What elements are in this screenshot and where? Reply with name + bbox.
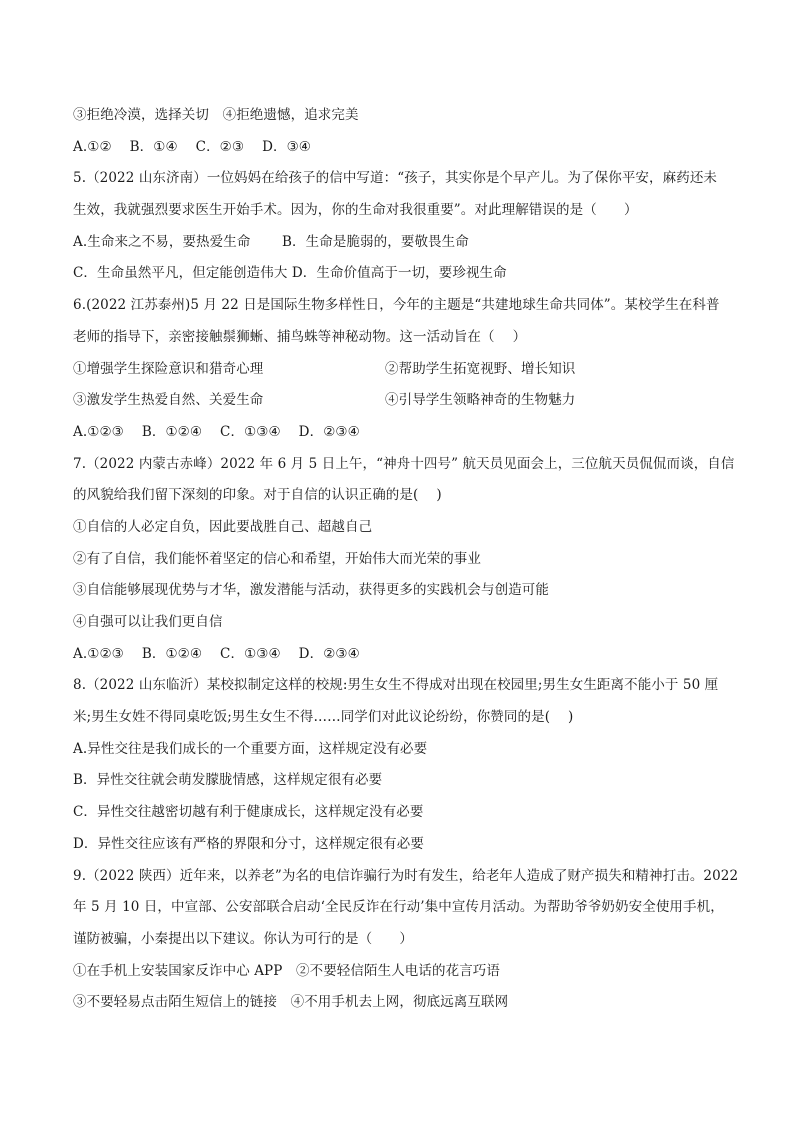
q6-stem-line-1: 6.(2022 江苏泰州)5 月 22 日是国际生物多样性日，今年的主题是“共建地球生命共同体”。某校学生在科普 bbox=[73, 297, 720, 314]
q6-option-3: ③激发学生热爱自然、关爱生命 bbox=[73, 392, 264, 409]
q6-answer-choices: A.①②③ B．①②④ C．①③④ D．②③④ bbox=[73, 423, 360, 440]
q9-stem-line-2: 年 5 月 10 日，中宣部、公安部联合启动‘全民反诈在行动’集中宣传月活动。为帮助爷爷奶奶安全使用手机， bbox=[73, 899, 724, 916]
q5-choices-ab: A.生命来之不易，要热爱生命 B．生命是脆弱的，要敬畏生命 bbox=[73, 233, 469, 250]
q9-options-line-2: ③不要轻易点击陌生短信上的链接 ④不用手机去上网，彻底远离互联网 bbox=[73, 994, 509, 1011]
q5-stem-line-1: 5.（2022 山东济南）一位妈妈在给孩子的信中写道：“孩子，其实你是个早产儿。为了保你平安，麻药还未 bbox=[73, 170, 718, 187]
q7-option-4: ④自强可以让我们更自信 bbox=[73, 614, 223, 630]
q7-option-2: ②有了自信，我们能怀着坚定的信心和希望，开始伟大而光荣的事业 bbox=[73, 550, 481, 567]
q4-answer-choices: A.①② B．①④ C．②③ D．③④ bbox=[73, 138, 312, 155]
q9-options-line-1: ①在手机上安装国家反诈中心 APP ②不要轻信陌生人电话的花言巧语 bbox=[73, 962, 501, 979]
q8-choice-b: B．异性交往就会萌发朦胧情感，这样规定很有必要 bbox=[73, 772, 383, 789]
q7-answer-choices: A.①②③ B．①②④ C．①③④ D．②③④ bbox=[73, 645, 360, 662]
q6-stem-line-2: 老师的指导下，亲密接触鬃狮蜥、捕鸟蛛等神秘动物。这一活动旨在（ ） bbox=[73, 328, 527, 345]
q8-stem-line-2: 米;男生女姓不得同桌吃饭;男生女生不得……同学们对此议论纷纷，你赞同的是( ) bbox=[73, 709, 574, 726]
q8-choice-c: C．异性交往越密切越有利于健康成长，这样规定没有必要 bbox=[73, 804, 424, 821]
q9-stem-line-1: 9.（2022 陕西）近年来，以养老”为名的电信诈骗行为时有发生，给老年人造成了财产损失和精神打击。2022 bbox=[73, 867, 739, 884]
q7-option-1: ①自信的人必定自负，因此要战胜自己、超越自己 bbox=[73, 518, 373, 535]
q7-stem-line-2: 的风貌给我们留下深刻的印象。对于自信的认识正确的是( ) bbox=[73, 487, 442, 504]
q8-choice-d: D．异性交往应该有严格的界限和分寸，这样规定很有必要 bbox=[73, 835, 424, 852]
q6-options-row-1 bbox=[73, 354, 733, 386]
q8-stem-line-1: 8.（2022 山东临沂）某校拟制定这样的校规:男生女生不得成对出现在校园里;男生女生距离不能小于 50 厘 bbox=[73, 677, 719, 694]
q7-option-3: ③自信能够展现优势与才华，激发潜能与活动，获得更多的实践机会与创造可能 bbox=[73, 582, 549, 599]
q8-choice-a: A.异性交往是我们成长的一个重要方面，这样规定没有必要 bbox=[73, 740, 428, 757]
q6-option-1: ①增强学生探险意识和猎奇心理 bbox=[73, 360, 264, 377]
q6-option-2: ②帮助学生拓宽视野、增长知识 bbox=[385, 360, 576, 377]
exam-page bbox=[73, 100, 739, 1019]
q9-stem-line-3: 谨防被骗，小秦提出以下建议。你认为可行的是（ ） bbox=[73, 930, 413, 947]
q5-choices-cd: C．生命虽然平凡，但定能创造伟大 D．生命价值高于一切，要珍视生命 bbox=[73, 265, 507, 282]
q6-options-row-2 bbox=[73, 385, 733, 417]
q5-stem-line-2: 生效，我就强烈要求医生开始手术。因为，你的生命对我很重要”。对此理解错误的是（ ） bbox=[73, 202, 638, 219]
q6-option-4: ④引导学生领略神奇的生物魅力 bbox=[385, 392, 576, 409]
q4-options-line: ③拒绝冷漠，选择关切 ④拒绝遗憾，追求完美 bbox=[73, 107, 359, 123]
q7-stem-line-1: 7.（2022 内蒙古赤峰）2022 年 6 月 5 日上午，“神舟十四号” 航天员见面会上，三位航天员侃侃而谈，自信 bbox=[73, 455, 735, 472]
